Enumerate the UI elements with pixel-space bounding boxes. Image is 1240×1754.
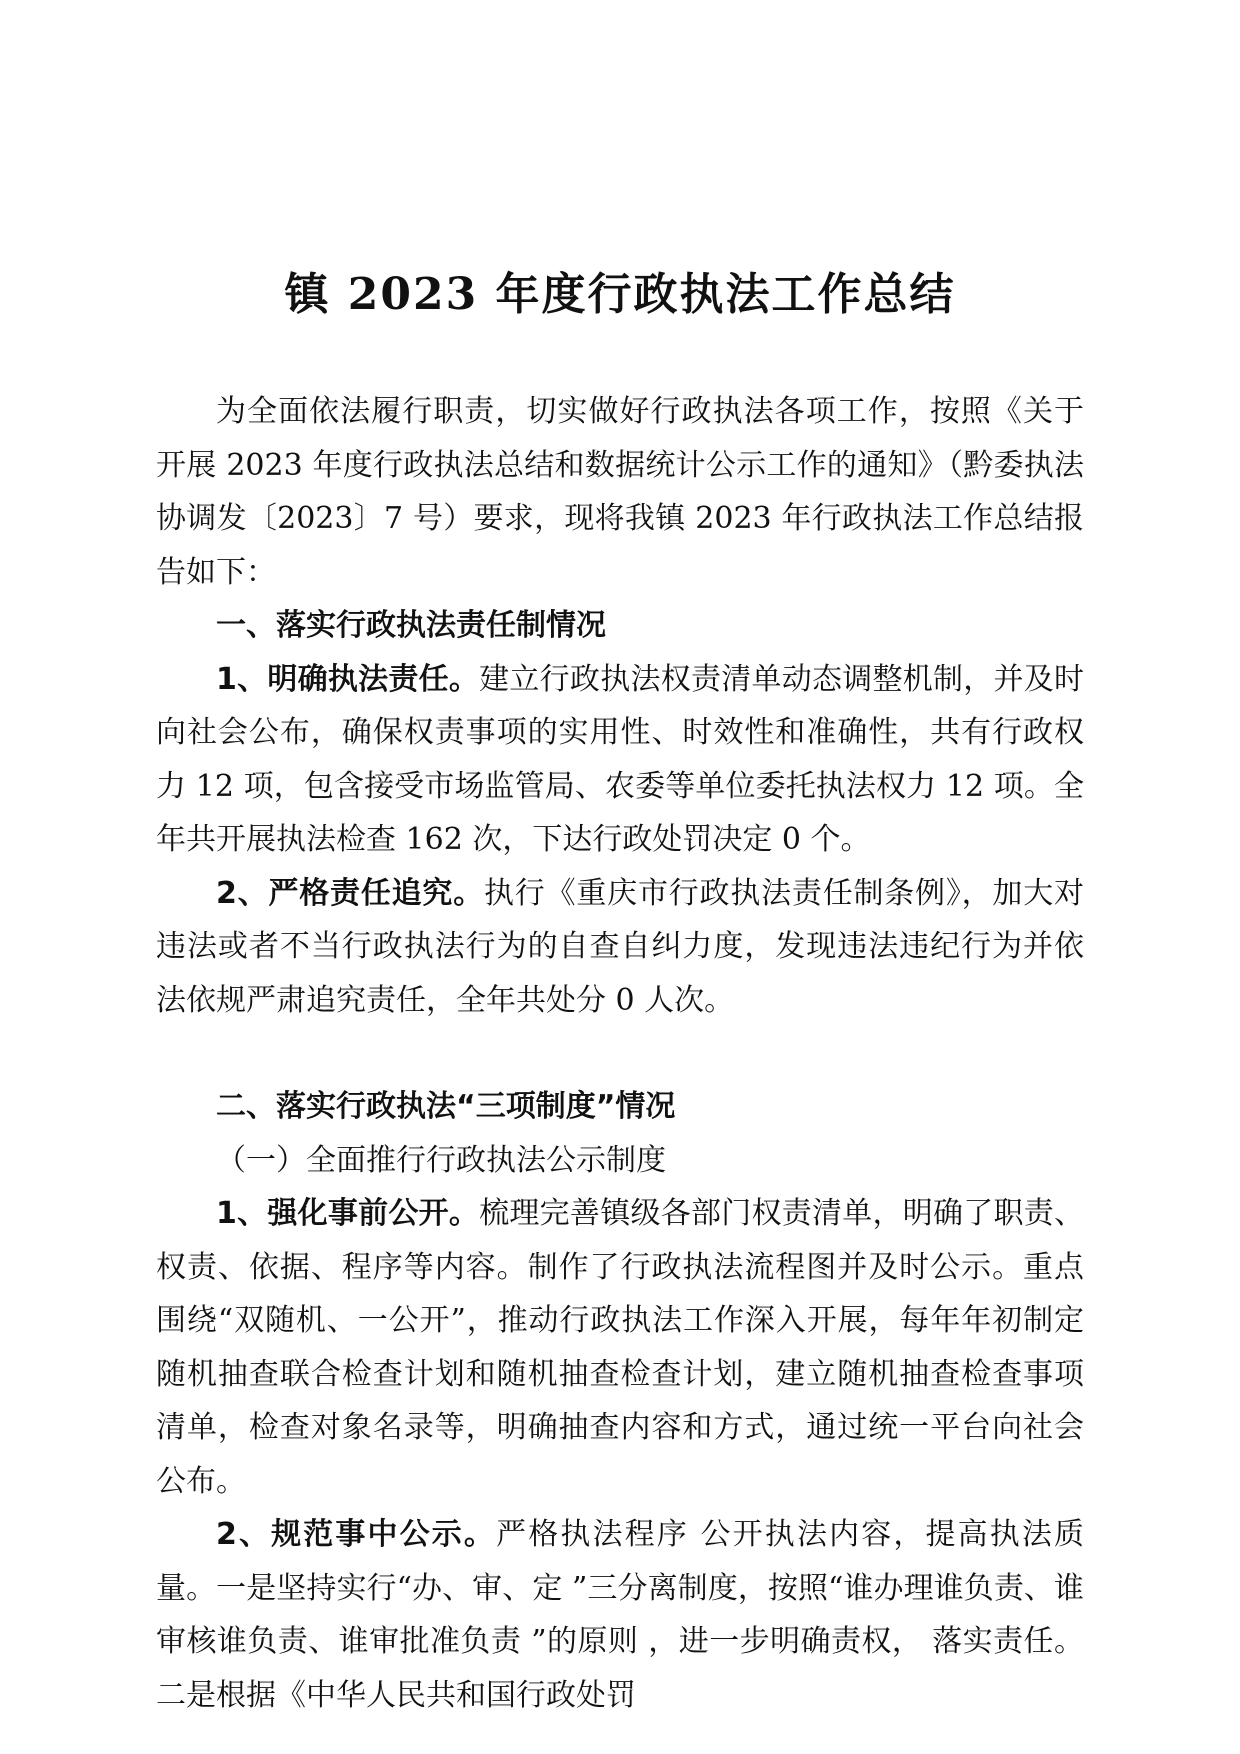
document-title: 镇 2023 年度行政执法工作总结 xyxy=(284,269,956,320)
document-body xyxy=(156,385,1084,1722)
section-2-item-2-text: 严格执法程序 公开执法内容，提高执法质量。一是坚持实行“办、审、定 ”三分离制度，按照“谁办理谁负责、谁审核谁负责、谁审批准负责 ”的原则 ，进一步明确责权， 落实责任。二是根据《中华人民共和国行政处罚 xyxy=(156,1517,1084,1713)
intro-paragraph: 为全面依法履行职责，切实做好行政执法各项工作，按照《关于开展 2023 年度行政执法总结和数据统计公示工作的通知》（黔委执法协调发〔2023〕7 号）要求，现将我镇 2023 年行政执法工作总结报告如下： xyxy=(156,394,1084,590)
section-1-item-1-lead: 1、明确执法责任。 xyxy=(216,661,480,697)
section-1-heading: 一、落实行政执法责任制情况 xyxy=(216,608,606,643)
section-2-item-1 xyxy=(156,1187,1084,1508)
section-2-item-1-lead: 1、强化事前公开。 xyxy=(216,1196,480,1231)
section-2-item-2-lead: 2、规范事中公示。 xyxy=(216,1517,497,1552)
section-2-heading: 二、落实行政执法“三项制度”情况 xyxy=(216,1089,676,1124)
section-2-subheading: （一）全面推行行政执法公示制度 xyxy=(216,1142,666,1178)
section-1-item-1-text: 建立行政执法权责清单动态调整机制，并及时向社会公布，确保权责事项的实用性、时效性和准确性，共有行政权力 12 项，包含接受市场监管局、农委等单位委托执法权力 12 项。全年共开展执法检查 162 次，下达行政处罚决定 0 个。 xyxy=(156,661,1085,857)
section-1-item-2-lead: 2、严格责任追究。 xyxy=(216,875,484,911)
section-1-item-1 xyxy=(156,653,1084,867)
section-1-item-2 xyxy=(156,867,1084,1028)
section-2-item-1-text: 梳理完善镇级各部门权责清单，明确了职责、权责、依据、程序等内容。制作了行政执法流程图并及时公示。重点围绕“双随机、一公开”，推动行政执法工作深入开展，每年年初制定随机抽查联合检查计划和随机抽查检查计划，建立随机抽查检查事项清单，检查对象名录等，明确抽查内容和方式，通过统一平台向社会公布。 xyxy=(156,1196,1085,1499)
section-1-item-2-text: 执行《重庆市行政执法责任制条例》，加大对违法或者不当行政执法行为的自查自纠力度，发现违法违纪行为并依法依规严肃追究责任，全年共处分 0 人次。 xyxy=(156,875,1085,1018)
section-2-item-2 xyxy=(156,1508,1084,1722)
